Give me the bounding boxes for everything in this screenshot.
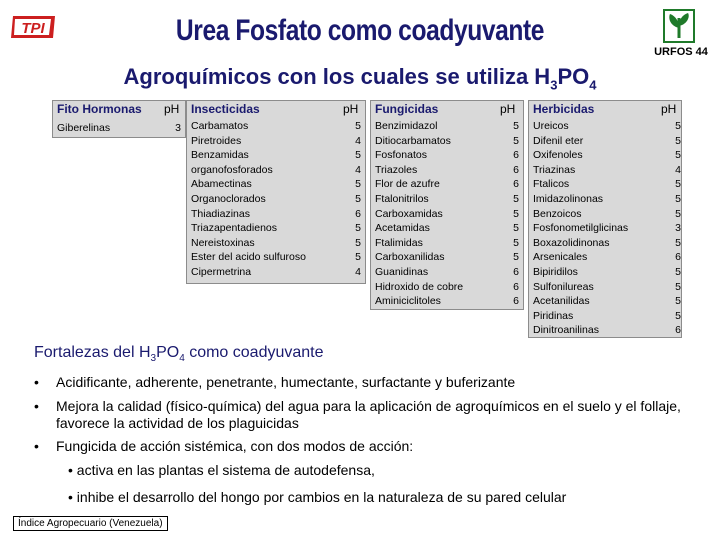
table-row-name: Hidroxido de cobre bbox=[375, 280, 464, 293]
table-row-ph: 4 bbox=[355, 266, 361, 278]
table-row-name: Ftalimidas bbox=[375, 236, 423, 249]
table-row-ph: 5 bbox=[675, 178, 681, 191]
fito-ph-header: pH bbox=[164, 102, 180, 116]
table-row-ph: 5 bbox=[513, 120, 519, 132]
sub-bullet-text: activa en las plantas el sistema de autodefensa, bbox=[76, 462, 375, 478]
bullet-icon: • bbox=[68, 462, 73, 478]
table-row-name: Flor de azufre bbox=[375, 178, 440, 191]
table-row-ph: 5 bbox=[513, 222, 519, 235]
bullet-text: Acidificante, adherente, penetrante, humectante, surfactante y buferizante bbox=[56, 374, 516, 390]
herbicidas-header: Herbicidas bbox=[533, 102, 595, 116]
table-row-ph: 5 bbox=[355, 251, 361, 264]
table-row-ph: 4 bbox=[675, 163, 681, 176]
herbicidas-ph-header: pH bbox=[661, 102, 677, 116]
table-row-ph: 5 bbox=[355, 222, 361, 235]
sub-bullet-item bbox=[68, 489, 566, 505]
table-row-name: Carboxamidas bbox=[375, 207, 443, 220]
table-row-name: Benzamidas bbox=[191, 149, 249, 162]
insecticidas-ph-header: pH bbox=[343, 102, 359, 116]
bullet-icon: • bbox=[34, 398, 39, 414]
page-title: Urea Fosfato como coadyuvante bbox=[175, 14, 545, 47]
table-row-ph: 5 bbox=[513, 236, 519, 249]
table-row-ph: 5 bbox=[355, 120, 361, 132]
bullet-icon: • bbox=[68, 489, 73, 505]
fungicidas-header: Fungicidas bbox=[375, 102, 439, 116]
tpi-logo-text: TPI bbox=[21, 20, 45, 37]
table-row-name: Triazinas bbox=[533, 163, 576, 176]
table-row-name: organofosforados bbox=[191, 163, 273, 176]
table-row-name: Dinitroanilinas bbox=[533, 324, 599, 337]
table-row-ph: 6 bbox=[513, 178, 519, 191]
table-row-name: Imidazolinonas bbox=[533, 193, 604, 205]
table-row-name: Thiadiazinas bbox=[191, 207, 250, 220]
fito-hormonas-table bbox=[52, 100, 186, 138]
table-row-name: Acetamidas bbox=[375, 222, 430, 235]
table-row-ph: 5 bbox=[675, 236, 681, 249]
table-row-name: Fosfonometilglicinas bbox=[533, 222, 629, 235]
table-row-ph: 5 bbox=[513, 251, 519, 264]
table-row-name: Carboxanilidas bbox=[375, 251, 445, 264]
bullet-icon: • bbox=[34, 374, 39, 390]
table-row-name: Ftalicos bbox=[533, 178, 570, 191]
table-row-name: Arsenicales bbox=[533, 251, 588, 264]
table-row-name: Oxifenoles bbox=[533, 149, 583, 162]
table-row-ph: 4 bbox=[355, 134, 361, 147]
table-row-ph: 6 bbox=[513, 149, 519, 162]
table-row-name: Aminiciclitoles bbox=[375, 295, 441, 308]
table-row-ph: 5 bbox=[355, 178, 361, 191]
table-row-ph: 5 bbox=[355, 193, 361, 205]
table-row-name: Triazapentadienos bbox=[191, 222, 277, 235]
table-row-name: Cipermetrina bbox=[191, 266, 252, 278]
subtitle: Agroquímicos con los cuales se utiliza $H_3PO_4$ bbox=[123, 64, 597, 93]
urfos-logo bbox=[650, 8, 712, 62]
sub-bullet-text: inhibe el desarrollo del hongo por cambios en la naturaleza de su pared celular bbox=[76, 489, 567, 505]
table-row-ph: 6 bbox=[513, 295, 519, 308]
table-row-ph: 5 bbox=[355, 149, 361, 162]
table-row-name: Ftalonitrilos bbox=[375, 193, 429, 205]
table-row-name: Fosfonatos bbox=[375, 149, 427, 162]
leaf-icon bbox=[650, 8, 712, 48]
bullet-item bbox=[34, 374, 696, 391]
source-citation: Índice Agropecuario (Venezuela) bbox=[13, 516, 168, 531]
table-row-ph: 6 bbox=[675, 251, 681, 264]
tpi-logo bbox=[9, 14, 57, 40]
table-row-ph: 3 bbox=[675, 222, 681, 235]
table-row-ph: 5 bbox=[513, 193, 519, 205]
table-row-name: Giberelinas bbox=[57, 122, 111, 134]
table-row-name: Piridinas bbox=[533, 309, 574, 322]
bullet-item bbox=[34, 398, 696, 432]
table-row-name: Guanidinas bbox=[375, 266, 429, 278]
table-row-ph: 5 bbox=[513, 207, 519, 220]
table-row-ph: 5 bbox=[675, 134, 681, 147]
bullet-icon: • bbox=[34, 438, 39, 454]
table-row-ph: 3 bbox=[175, 122, 181, 134]
bullet-text: Mejora la calidad (físico-química) del agua para la aplicación de agroquímicos en el suelo y el follaje, favorece la actividad de los plaguicidas bbox=[56, 398, 681, 431]
table-row-ph: 6 bbox=[675, 324, 681, 337]
table-row-name: Carbamatos bbox=[191, 120, 249, 132]
table-row-name: Ditiocarbamatos bbox=[375, 134, 451, 147]
insecticidas-table bbox=[186, 100, 366, 284]
table-row-name: Bipiridilos bbox=[533, 266, 578, 278]
table-row-name: Organoclorados bbox=[191, 193, 266, 205]
table-row-ph: 5 bbox=[513, 134, 519, 147]
fungicidas-table bbox=[370, 100, 524, 310]
fortalezas-title: Fortalezas del $H_3PO_4$ como coadyuvante bbox=[34, 344, 324, 365]
table-row-name: Ureicos bbox=[533, 120, 569, 132]
table-row-name: Benzoicos bbox=[533, 207, 582, 220]
table-row-ph: 4 bbox=[355, 163, 361, 176]
table-row-name: Boxazolidinonas bbox=[533, 236, 610, 249]
table-row-name: Difenil eter bbox=[533, 134, 584, 147]
sub-bullet-item bbox=[68, 462, 375, 478]
table-row-ph: 5 bbox=[675, 295, 681, 308]
urfos-logo-text: URFOS 44 bbox=[654, 46, 708, 58]
table-row-name: Sulfonilureas bbox=[533, 280, 594, 293]
bullet-text: Fungicida de acción sistémica, con dos modos de acción: bbox=[56, 438, 414, 454]
table-row-name: Triazoles bbox=[375, 163, 418, 176]
table-row-ph: 5 bbox=[355, 236, 361, 249]
herbicidas-table bbox=[528, 100, 682, 338]
table-row-ph: 5 bbox=[675, 280, 681, 293]
table-row-ph: 5 bbox=[675, 309, 681, 322]
bullet-item bbox=[34, 438, 696, 455]
insecticidas-header: Insecticidas bbox=[191, 102, 260, 116]
table-row-ph: 5 bbox=[675, 266, 681, 278]
table-row-ph: 6 bbox=[513, 280, 519, 293]
table-row-ph: 6 bbox=[513, 266, 519, 278]
table-row-ph: 5 bbox=[675, 120, 681, 132]
table-row-name: Piretroides bbox=[191, 134, 242, 147]
table-row-name: Nereistoxinas bbox=[191, 236, 255, 249]
table-row-ph: 5 bbox=[675, 149, 681, 162]
table-row-name: Benzimidazol bbox=[375, 120, 438, 132]
table-row-ph: 5 bbox=[675, 193, 681, 205]
table-row-ph: 6 bbox=[355, 207, 361, 220]
table-row-name: Ester del acido sulfuroso bbox=[191, 251, 306, 264]
fungicidas-ph-header: pH bbox=[500, 102, 516, 116]
fito-hormonas-header: Fito Hormonas bbox=[57, 102, 142, 116]
table-row-ph: 5 bbox=[675, 207, 681, 220]
table-row-name: Abamectinas bbox=[191, 178, 252, 191]
table-row-name: Acetanilidas bbox=[533, 295, 590, 308]
table-row-ph: 6 bbox=[513, 163, 519, 176]
